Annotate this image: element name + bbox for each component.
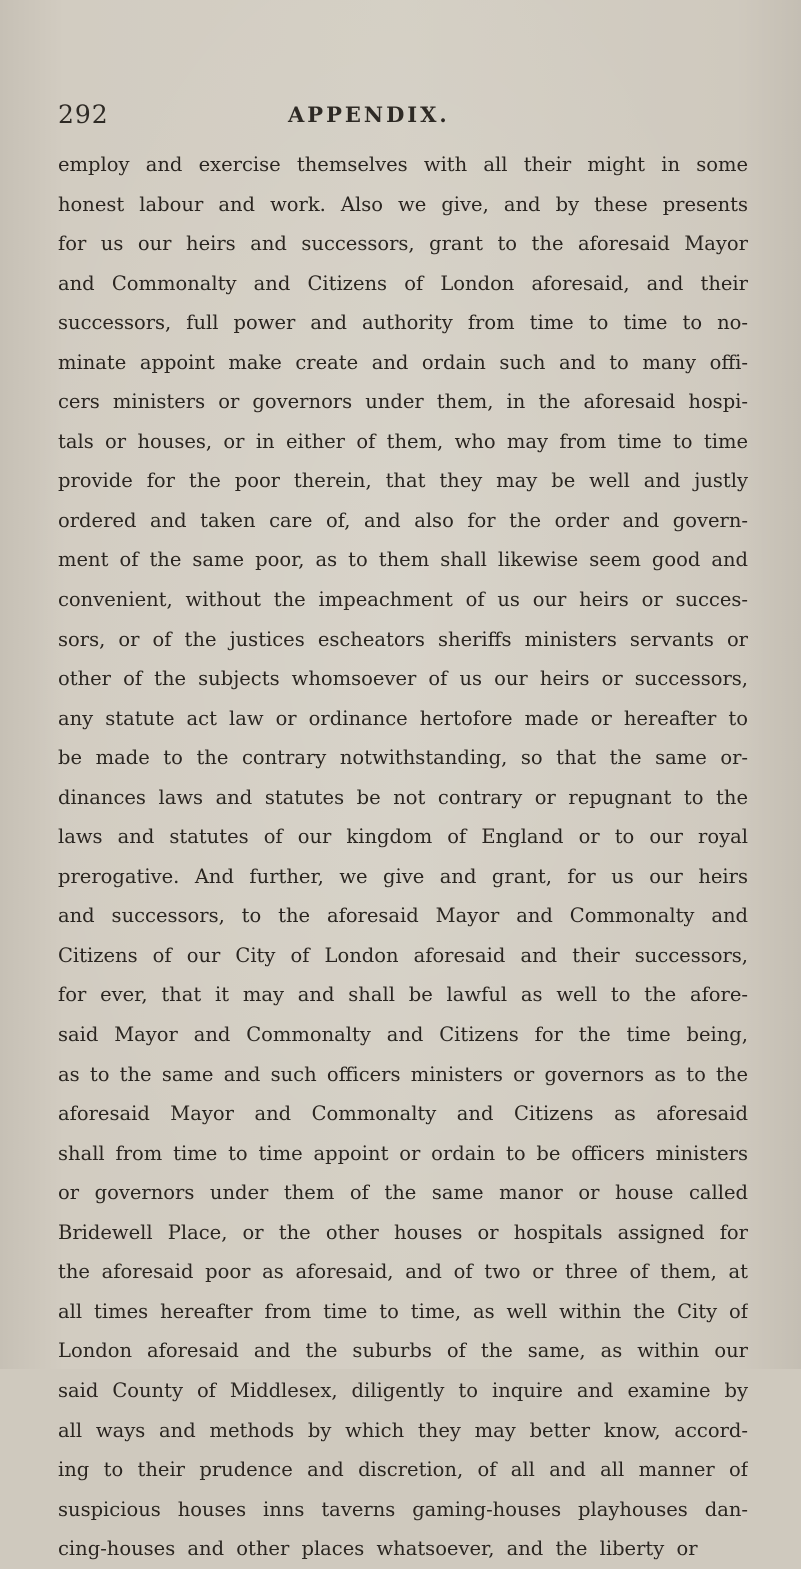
text-line: laws and statutes of our kingdom of England or to our royal	[58, 825, 748, 849]
text-line: or governors under them of the same manor or house called	[58, 1181, 748, 1205]
text-line: ment of the same poor, as to them shall likewise seem good and	[58, 548, 748, 572]
text-line: sors, or of the justices escheators sheriffs ministers servants or	[58, 627, 748, 651]
text-line: shall from time to time appoint or ordain to be officers ministers	[58, 1141, 748, 1165]
page-header	[58, 100, 748, 140]
text-line: honest labour and work. Also we give, and by these presents	[58, 192, 748, 216]
text-line: all times hereafter from time to time, as well within the City of	[58, 1299, 748, 1323]
text-line: and Commonalty and Citizens of London aforesaid, and their	[58, 271, 748, 295]
text-line: London aforesaid and the suburbs of the same, as within our	[58, 1339, 748, 1363]
text-line: prerogative. And further, we give and grant, for us our heirs	[58, 864, 748, 888]
text-line: said County of Middlesex, diligently to inquire and examine by	[58, 1378, 748, 1402]
text-line: successors, full power and authority from time to time to no-	[58, 311, 748, 335]
text-line: Citizens of our City of London aforesaid and their successors,	[58, 943, 748, 967]
text-line: for ever, that it may and shall be lawful as well to the afore-	[58, 983, 748, 1007]
text-line: tals or houses, or in either of them, who may from time to time	[58, 429, 748, 453]
text-line: as to the same and such officers ministers or governors as to the	[58, 1062, 748, 1086]
text-line: suspicious houses inns taverns gaming-houses playhouses dan-	[58, 1497, 748, 1521]
text-line: and successors, to the aforesaid Mayor and Commonalty and	[58, 904, 748, 928]
text-line: all ways and methods by which they may better know, accord-	[58, 1418, 748, 1442]
text-line: the aforesaid poor as aforesaid, and of two or three of them, at	[58, 1260, 748, 1284]
text-line: cing-houses and other places whatsoever, and the liberty or	[58, 1537, 698, 1561]
text-line: convenient, without the impeachment of us our heirs or succes-	[58, 588, 748, 612]
text-line: aforesaid Mayor and Commonalty and Citizens as aforesaid	[58, 1102, 748, 1126]
text-line: ordered and taken care of, and also for the order and govern-	[58, 508, 748, 532]
text-line: dinances laws and statutes be not contrary or repugnant to the	[58, 785, 748, 809]
text-line: provide for the poor therein, that they may be well and justly	[58, 469, 748, 493]
text-line: minate appoint make create and ordain such and to many offi-	[58, 350, 748, 374]
text-line: be made to the contrary notwithstanding, so that the same or-	[58, 746, 748, 770]
text-line: any statute act law or ordinance hertofore made or hereafter to	[58, 706, 748, 730]
running-head: APPENDIX.	[288, 102, 450, 127]
text-line: employ and exercise themselves with all their might in some	[58, 153, 748, 176]
text-line: Bridewell Place, or the other houses or hospitals assigned for	[58, 1220, 748, 1244]
text-line: other of the subjects whomsoever of us our heirs or successors,	[58, 667, 748, 691]
page-number: 292	[58, 100, 109, 129]
text-line: said Mayor and Commonalty and Citizens for the time being,	[58, 1023, 748, 1047]
body-text	[58, 145, 748, 1569]
text-line: cers ministers or governors under them, in the aforesaid hospi-	[58, 390, 748, 414]
text-line: for us our heirs and successors, grant to the aforesaid Mayor	[58, 232, 748, 256]
text-line: ing to their prudence and discretion, of all and all manner of	[58, 1458, 748, 1482]
